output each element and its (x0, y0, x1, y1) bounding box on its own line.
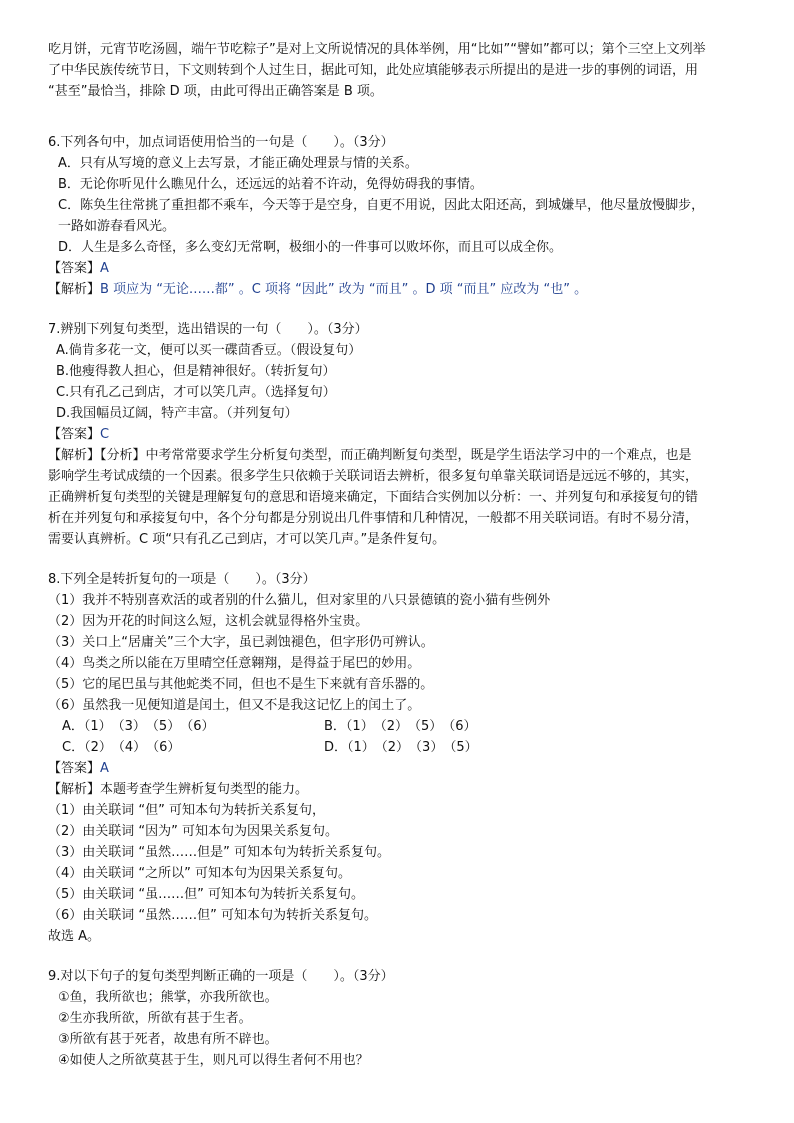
analysis-tag: 【解析】 (48, 282, 101, 297)
intro-line-3: “甚至”最恰当，排除 D 项，由此可得出正确答案是 B 项。 (48, 84, 383, 99)
q7-option-b: B.他瘦得教人担心，但是精神很好。（转折复句） (56, 364, 336, 379)
q7-analysis-row (48, 446, 692, 466)
q8-item-1: （1）我并不特别喜欢活的或者别的什么猫儿，但对家里的八只景德镇的瓷小猫有些例外 (48, 593, 551, 608)
analysis-tag: 【解析】 (48, 782, 101, 797)
q8-item-2: （2）因为开花的时间这么短，这机会就显得格外宝贵。 (48, 614, 369, 629)
q7-answer: C (100, 427, 110, 442)
q9-item-2: ②生亦我所欲，所欲有甚于生者。 (58, 1011, 252, 1026)
q9-item-3: ③所欲有甚于死者，故患有所不辟也。 (58, 1032, 278, 1047)
answer-tag: 【答案】 (48, 761, 101, 776)
intro-line-2: 了中华民族传统节日，下文则转到个人过生日，据此可知，此处应填能够表示所提出的是进一步的事例的词语，用 (48, 63, 699, 78)
q6-option-b: B．无论你听见什么瞧见什么，还远远的站着不许动，免得妨碍我的事情。 (58, 177, 483, 192)
q8-analysis-first: 本题考查学生辨析复句类型的能力。 (100, 782, 309, 797)
q8-item-4: （4）鸟类之所以能在万里晴空任意翱翔，是得益于尾巴的妙用。 (48, 656, 421, 671)
answer-tag: 【答案】 (48, 261, 101, 276)
q8-analysis-line-3: （3）由关联词 “虽然……但是” 可知本句为转折关系复句。 (48, 845, 391, 860)
q7-stem: 7.辨别下列复句类型，选出错误的一句（ ）。（3分） (48, 322, 368, 337)
q6-option-d: D．人生是多么奇怪，多么变幻无常啊，极细小的一件事可以败坏你，而且可以成全你。 (58, 240, 563, 255)
q6-option-a: A．只有从写境的意义上去写景，才能正确处理景与情的关系。 (58, 156, 418, 171)
q6-answer-row (48, 259, 109, 279)
q8-analysis-line-6: （6）由关联词 “虽然……但” 可知本句为转折关系复句。 (48, 908, 378, 923)
q7-analysis-line-4: 析在并列复句和承接复句中，各个分句都是分别说出几件事情和几种情况，一般都不用关联词语。有时不易分清， (48, 511, 699, 526)
q8-analysis-line-5: （5）由关联词 “虽……但” 可知本句为转折关系复句。 (48, 887, 365, 902)
answer-tag: 【答案】 (48, 427, 101, 442)
q8-analysis-row (48, 780, 308, 800)
q6-analysis-row (48, 280, 587, 300)
q6-stem: 6.下列各句中，加点词语使用恰当的一句是（ ）。（3分） (48, 135, 394, 150)
intro-line-1: 吃月饼，元宵节吃汤圆，端午节吃粽子”是对上文所说情况的具体举例，用“比如”“譬如”都可以；第个三空上文列举 (48, 42, 706, 57)
q8-option-a: A．（1） （3） （5） （6） (62, 719, 215, 734)
q9-item-4: ④如使人之所欲莫甚于生，则凡可以得生者何不用也？ (58, 1053, 369, 1068)
q8-item-3: （3）关口上“居庸关”三个大字，虽已剥蚀褪色，但字形仍可辨认。 (48, 635, 434, 650)
q8-conclusion: 故选 A。 (48, 929, 101, 944)
q6-option-c: C．陈奂生往常挑了重担都不乘车，今天等于是空身，自更不用说，因此太阳还高，到城嫌早，他尽量放慢脚步， (58, 198, 705, 213)
q8-answer-row (48, 759, 109, 779)
q7-analysis-line-2: 影响学生考试成绩的一个因素。很多学生只依赖于关联词语去辨析，很多复句单靠关联词语是远远不够的，其实， (48, 469, 699, 484)
q8-stem: 8.下列全是转折复句的一项是（ ）。（3分） (48, 572, 316, 587)
q8-analysis-line-2: （2）由关联词 “因为” 可知本句为因果关系复句。 (48, 824, 339, 839)
q6-option-c-cont: 一路如游春看风光。 (58, 219, 176, 234)
q8-item-6: （6）虽然我一见便知道是闰土，但又不是我这记忆上的闰土了。 (48, 698, 421, 713)
q7-answer-row (48, 425, 109, 445)
q7-analysis-line-5: 需要认真辨析。C 项“只有孔乙己到店，才可以笑几声。”是条件复句。 (48, 532, 446, 547)
q8-option-b: B．（1） （2） （5） （6） (324, 719, 477, 734)
analysis-tag: 【解析】 (48, 448, 101, 463)
q8-answer: A (100, 761, 109, 776)
q7-option-d: D.我国幅员辽阔，特产丰富。（并列复句） (56, 406, 298, 421)
q8-item-5: （5）它的尾巴虽与其他蛇类不同，但也不是生下来就有音乐器的。 (48, 677, 434, 692)
q8-analysis-line-1: （1）由关联词 “但” 可知本句为转折关系复句， (48, 803, 326, 818)
q6-analysis: B 项应为 “无论……都” 。C 项将 “因此” 改为 “而且” 。D 项 “而且” 应改为 “也” 。 (100, 282, 588, 297)
q7-analysis-line-3: 正确辨析复句类型的关键是理解复句的意思和语境来确定，下面结合实例加以分析：一、并列复句和承接复句的错 (48, 490, 699, 505)
q7-analysis-line-1: 【分析】中考常常要求学生分析复句类型，而正确判断复句类型，既是学生语法学习中的一个难点，也是 (100, 448, 692, 463)
q7-option-c: C.只有孔乙己到店，才可以笑几声。（选择复句） (56, 385, 336, 400)
q9-item-1: ①鱼，我所欲也；熊掌，亦我所欲也。 (58, 990, 278, 1005)
q7-option-a: A.倘肯多花一文，便可以买一碟茴香豆。（假设复句） (56, 343, 362, 358)
q6-answer: A (100, 261, 109, 276)
q8-analysis-line-4: （4）由关联词 “之所以” 可知本句为因果关系复句。 (48, 866, 352, 881)
q8-option-c: C．（2） （4） （6） (62, 740, 181, 755)
q8-option-d: D．（1） （2） （3） （5） (324, 740, 478, 755)
q9-stem: 9.对以下句子的复句类型判断正确的一项是（ ）。（3分） (48, 969, 394, 984)
